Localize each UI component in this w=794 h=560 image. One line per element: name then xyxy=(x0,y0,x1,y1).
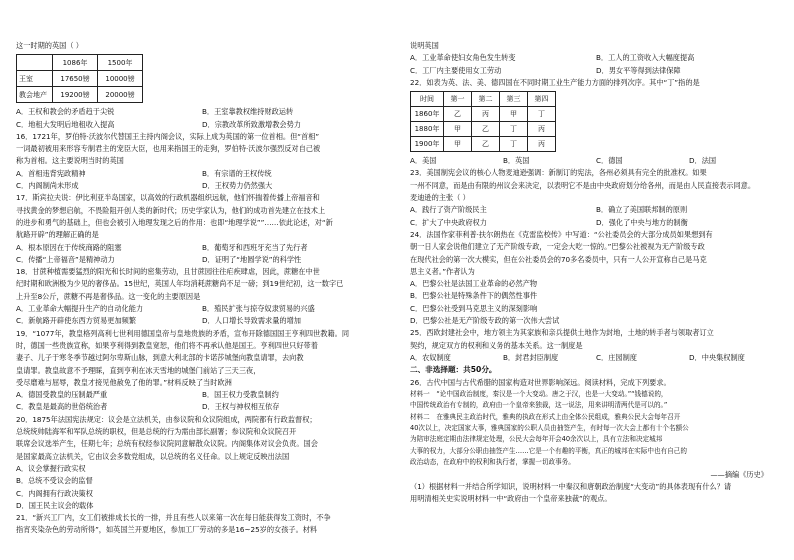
table-cell: 丁 xyxy=(500,137,528,152)
q15-stem: 这一时期的英国（ ） xyxy=(16,41,83,50)
q18-line: 18．甘蔗种植需要猛烈的阳光和长时间的密集劳动，且甘蔗园往往疟疾肆虐，因此，蔗糖在中世 xyxy=(16,267,320,277)
q21-line: 21．“新兴工厂内，女工们被排成长长的一排，并且有些人以来第一次在每日能获得发工资时，不争 xyxy=(16,513,331,523)
q24-line: 朝一日人家会说他们建立了无产阶级专政，一定会大吃一惊的。”巴黎公社被视为无产阶级专政 xyxy=(410,242,705,252)
section-title: 二、非选择题：共50分。 xyxy=(410,365,497,375)
table-cell: 丁 xyxy=(528,107,556,122)
option: C．内阁制尚未形成 xyxy=(16,181,79,191)
option: B．工人的工资收入大幅度提高 xyxy=(596,53,695,63)
q21-line: 指宵夹染杂色的劳动所得”，如英国兰开夏地区，参加工厂劳动的多是16~25岁的女孩子。材料 xyxy=(16,525,318,535)
material-line: 为陪审法庭定期由法律规定处理，公民大会每年开会40余次以上，具有立法和决定城邦 xyxy=(410,435,663,444)
table-cell: 丁 xyxy=(500,122,528,137)
q17-line: 航路开辟”的理解正确的是 xyxy=(16,230,99,240)
option: A．践行了资产阶级民主 xyxy=(410,205,487,215)
table-cell: 1500年 xyxy=(98,55,143,71)
q18-line: 纪时期和欧洲极为少见的奢侈品。15世纪，英国人年均消耗蔗糖尚不足一磅；到19世纪初，这一数字已 xyxy=(16,279,344,289)
q17-line: 17．斯宾拉夫说：伊比利亚半岛国家，以高效的行政机器组织远航，他们怀揣着传播上帝福音和 xyxy=(16,193,320,203)
q26-stem: 26．古代中国与古代希腊的国家构造对世界影响深远。阅读材料，完成下列要求。 xyxy=(410,377,671,387)
table-cell: 乙 xyxy=(472,137,500,152)
option: D．中央集权制度 xyxy=(689,352,745,362)
option: B．葡萄牙和西班牙充当了先行者 xyxy=(202,242,308,252)
table-cell: 第四 xyxy=(528,92,556,107)
q19-line: 19．“1077年，教皇格列高利七世利用德国皇帝与皇地贵族的矛盾，宣布开除德国国王亨利四世教籍。同 xyxy=(16,328,350,338)
q25-line: 契约，规定双方的权利和义务的基本关系。这一制度是 xyxy=(410,340,583,350)
option: B．巴黎公社是特殊条件下的偶然性事件 xyxy=(410,291,538,301)
q16-line: 16．1721年，罗伯特·沃波尔代替国王主持内阁会议，实际上成为英国的第一位首相。但“首相” xyxy=(16,131,320,141)
q23-options xyxy=(410,217,782,229)
table-cell: 10000镑 xyxy=(98,71,143,87)
option: D．王权与神权相互依存 xyxy=(202,402,280,412)
material-line: 政治动态，在政府中的权利和执行者，掌握一切政事务。 xyxy=(410,458,575,467)
option: A．巴黎公社是法国工业革命的必然产物 xyxy=(410,279,538,289)
table-cell: 教会地产 xyxy=(17,87,53,103)
q17-options xyxy=(16,254,388,266)
option: D．人口增长导致需求量的增加 xyxy=(202,316,301,326)
option: A．议会掌握行政实权 xyxy=(16,463,86,473)
option: D．巴黎公社是无产阶级专政的第一次伟大尝试 xyxy=(410,316,560,326)
q17-line: 寻找黄金的梦想启航，不畏险阻开创人类的新时代；历史学家认为，他们的成功首先建立在技术上 xyxy=(16,205,326,215)
q19-line: 妻子、儿子于寒冬季节越过阿尔卑斯山脉，到意大利北部的卡诺莎城堡向教皇请罪，去向教 xyxy=(16,353,304,363)
option: C．庄园制度 xyxy=(596,352,637,362)
q19-line: 受尽磨难与屈辱，教皇才接见他赦免了他的罪。”材料反映了当时欧洲 xyxy=(16,377,232,387)
option: A．农奴制度 xyxy=(410,352,451,362)
q16-options xyxy=(16,180,388,192)
option: D．强化了中央与地方的制衡 xyxy=(596,217,688,227)
option: B．英国 xyxy=(503,156,530,166)
option: C．扩大了中央政府权力 xyxy=(410,217,487,227)
table-cell: 乙 xyxy=(472,122,500,137)
q23-options xyxy=(410,204,782,216)
table-cell: 乙 xyxy=(444,107,472,122)
table-cell: 17650镑 xyxy=(53,71,98,87)
option: D．国王民主议会的载体 xyxy=(16,500,94,510)
attribution: ——摘编《历史》 xyxy=(710,469,768,479)
q19-options xyxy=(16,389,388,401)
q19-line: 时，德国一些贵族宣称，如果亨利得到教皇宽恕，他们将不再承认他是国王。亨利四世只好带着 xyxy=(16,340,318,350)
q16-options xyxy=(16,168,388,180)
option: A．工业革命大幅提升生产的自动化能力 xyxy=(16,304,144,314)
table-cell: 第一 xyxy=(444,92,472,107)
left-column xyxy=(16,40,388,537)
option: D．宗教改革所致激增教会势力 xyxy=(202,119,301,129)
q20-line: 总统统帅陆海军和军队总统的职权，但是总统的行为需由部长副署；参议院和众议院召开 xyxy=(16,427,297,437)
right-column xyxy=(410,40,782,506)
material-line: 材料一 “论中国政治制度，秦汉是一个大变动。唐之于汉，也是一大变动。”“钱德说的， xyxy=(410,389,668,398)
option: B．王室靠教权维持财政运转 xyxy=(202,107,294,117)
q23-line: 一州不同意，而是由有限的州议会来决定，以表明它不是由中央政府划分给各州，而是由人民直接表示同意。 xyxy=(410,180,756,190)
option: A．王权和教会的矛盾趋于尖锐 xyxy=(16,107,115,117)
option: C．德国 xyxy=(596,156,623,166)
option: C．工厂内主要使用女工劳动 xyxy=(410,65,502,75)
q20-line: 联席会议选举产生，任期七年；总统有权经参议院同意解散众议院。内阁集体对议会负责。国会 xyxy=(16,439,318,449)
option: D．男女平等得到法律保障 xyxy=(596,65,681,75)
q21-continuation: 说明英国 xyxy=(410,41,439,50)
option: B．国王权力受教皇制约 xyxy=(202,390,279,400)
option: A．美国 xyxy=(410,156,437,166)
table-cell: 甲 xyxy=(444,137,472,152)
option: D．证明了“地圆学说”的科学性 xyxy=(202,254,302,264)
q18-options xyxy=(16,315,388,327)
table-cell: 丙 xyxy=(528,137,556,152)
q15-options xyxy=(16,106,388,118)
material-line: 大事的权力，大部分公职由抽签产生……它是一个有趣的平衡，真正的城邦在实际中也有自己的 xyxy=(410,446,687,455)
material-block xyxy=(410,389,782,469)
q23-line: 23．美国制宪会议的核心人物麦迪逊强调：新制订的宪法，各州必须具有完全的批准权。如果 xyxy=(410,168,707,178)
q25-options xyxy=(410,352,782,364)
q21-options xyxy=(410,65,782,77)
material-line: 材料二 在雅典民主政治时代，雅典的执政在形式上由全体公民组成，雅典公民大会每年召开 xyxy=(410,412,681,421)
q15-table xyxy=(16,54,143,103)
option: C．巴黎公社受到马克思主义的深刻影响 xyxy=(410,303,538,313)
q19-line: 皇请罪。教皇故意不予理睬，直到亨利在冰天雪地的城堡门前站了三天三夜， xyxy=(16,365,261,375)
table-cell: 甲 xyxy=(444,122,472,137)
option: B．总统不受议会的监督 xyxy=(16,476,93,486)
q23-line: 麦迪逊的主张（ ） xyxy=(410,193,470,203)
q18-options xyxy=(16,303,388,315)
option: D．法国 xyxy=(689,156,717,166)
table-cell: 甲 xyxy=(500,107,528,122)
material-line: 中国传统政治有专制的，政府由一个皇帝来独裁，这一说法，用来讲明清两代是可以的。” xyxy=(410,401,668,410)
q20-line: 20．1875年法国宪法规定：议会是立法机关，由参议院和众议院组成，两院都有行政监督权； xyxy=(16,414,317,424)
option: D．王权势力仍然强大 xyxy=(202,181,273,191)
option: B．殖民扩张与掠夺奴隶贸易的兴盛 xyxy=(202,304,315,314)
table-cell: 第三 xyxy=(500,92,528,107)
material-line: 40次以上，决定国家大事，雅典国家的公职人员由抽签产生，有时每一次大会上都有十个名额公 xyxy=(410,424,689,433)
table-cell: 时间 xyxy=(411,92,444,107)
table-cell: 1880年 xyxy=(411,122,444,137)
q22-options xyxy=(410,155,782,167)
table-cell: 1860年 xyxy=(411,107,444,122)
option: C．新航路开辟使东西方贸易更加频繁 xyxy=(16,316,137,326)
q26-sub1-line: （1）根据材料一并结合所学知识，说明材料一中秦汉和唐朝政治制度“大变动”的具体表现有什么？请 xyxy=(410,481,732,491)
option: B．确立了美国联邦制的原则 xyxy=(596,205,688,215)
q17-line: 的进步和勇气的基础上，但也会被引入地理发现之后的作用：也即“地理学说””……依此论述，对“新 xyxy=(16,217,333,227)
option: A．首相违背宪政精神 xyxy=(16,168,86,178)
q24-line: 思主义者。”作者认为 xyxy=(410,266,475,276)
q20-line: 是国家最高立法机关，它由议会多数党组成，以总统的名义任命。以上规定反映出法国 xyxy=(16,451,290,461)
table-cell: 1086年 xyxy=(53,55,98,71)
q26-sub1-line: 用明清相关史实说明材料一中“政府由一个皇帝来独裁”的观点。 xyxy=(410,494,612,504)
table-cell xyxy=(17,55,53,71)
q15-options xyxy=(16,119,388,131)
option: C．传播“上帝福音”是精神动力 xyxy=(16,254,115,264)
q25-line: 25．西欧封建社会中，地方领主为其家族和亲兵提供土地作为封地，土地的转手者与领取者订立 xyxy=(410,328,714,338)
table-cell: 第二 xyxy=(472,92,500,107)
option: B．有宗谱的王权传统 xyxy=(202,168,272,178)
table-cell: 王室 xyxy=(17,71,53,87)
option: C．内阁拥有行政决策权 xyxy=(16,488,93,498)
q22-stem: 22．如表为英、法、美、德四国在不同时期工业生产能力方面的排列次序。其中“丁”指的是 xyxy=(410,77,700,87)
option: C．地租大发明后地租收入提高 xyxy=(16,119,115,129)
q24-line: 24．法国作家菲利普·扶尔朗热在《克雷监校传》中写道：“公社委员会的大部分成员如果想到有 xyxy=(410,229,713,239)
q19-options xyxy=(16,401,388,413)
table-cell: 1900年 xyxy=(411,137,444,152)
q16-line: 一词最初被用来形容专制君主的宠臣大臣，也用来指国王的走狗，罗伯特·沃波尔强烈反对自己被 xyxy=(16,144,321,154)
table-cell: 丙 xyxy=(528,122,556,137)
q21-options xyxy=(410,52,782,64)
table-cell: 丙 xyxy=(472,107,500,122)
option: A．根本原因在于传统商路的阻塞 xyxy=(16,242,122,252)
q16-line: 称为首相。这主要说明当时的英国 xyxy=(16,156,124,166)
option: C．教皇是最高的世俗统治者 xyxy=(16,402,108,412)
q24-line: 在现代社会的第一次大模实，但在公社委员会的70多名委员中，只有一人公开宣称自己是马克 xyxy=(410,254,707,264)
option: A．工业革命使妇女角色发生转变 xyxy=(410,53,516,63)
table-cell: 19200镑 xyxy=(53,87,98,103)
q18-line: 上升至8公斤，蔗糖不再是奢侈品。这一变化的主要原因是 xyxy=(16,291,201,301)
option: A．德国受教皇的压制最严重 xyxy=(16,390,108,400)
q22-table xyxy=(410,91,556,152)
option: B．封君封臣制度 xyxy=(503,352,559,362)
q17-options xyxy=(16,242,388,254)
table-cell: 20000镑 xyxy=(98,87,143,103)
